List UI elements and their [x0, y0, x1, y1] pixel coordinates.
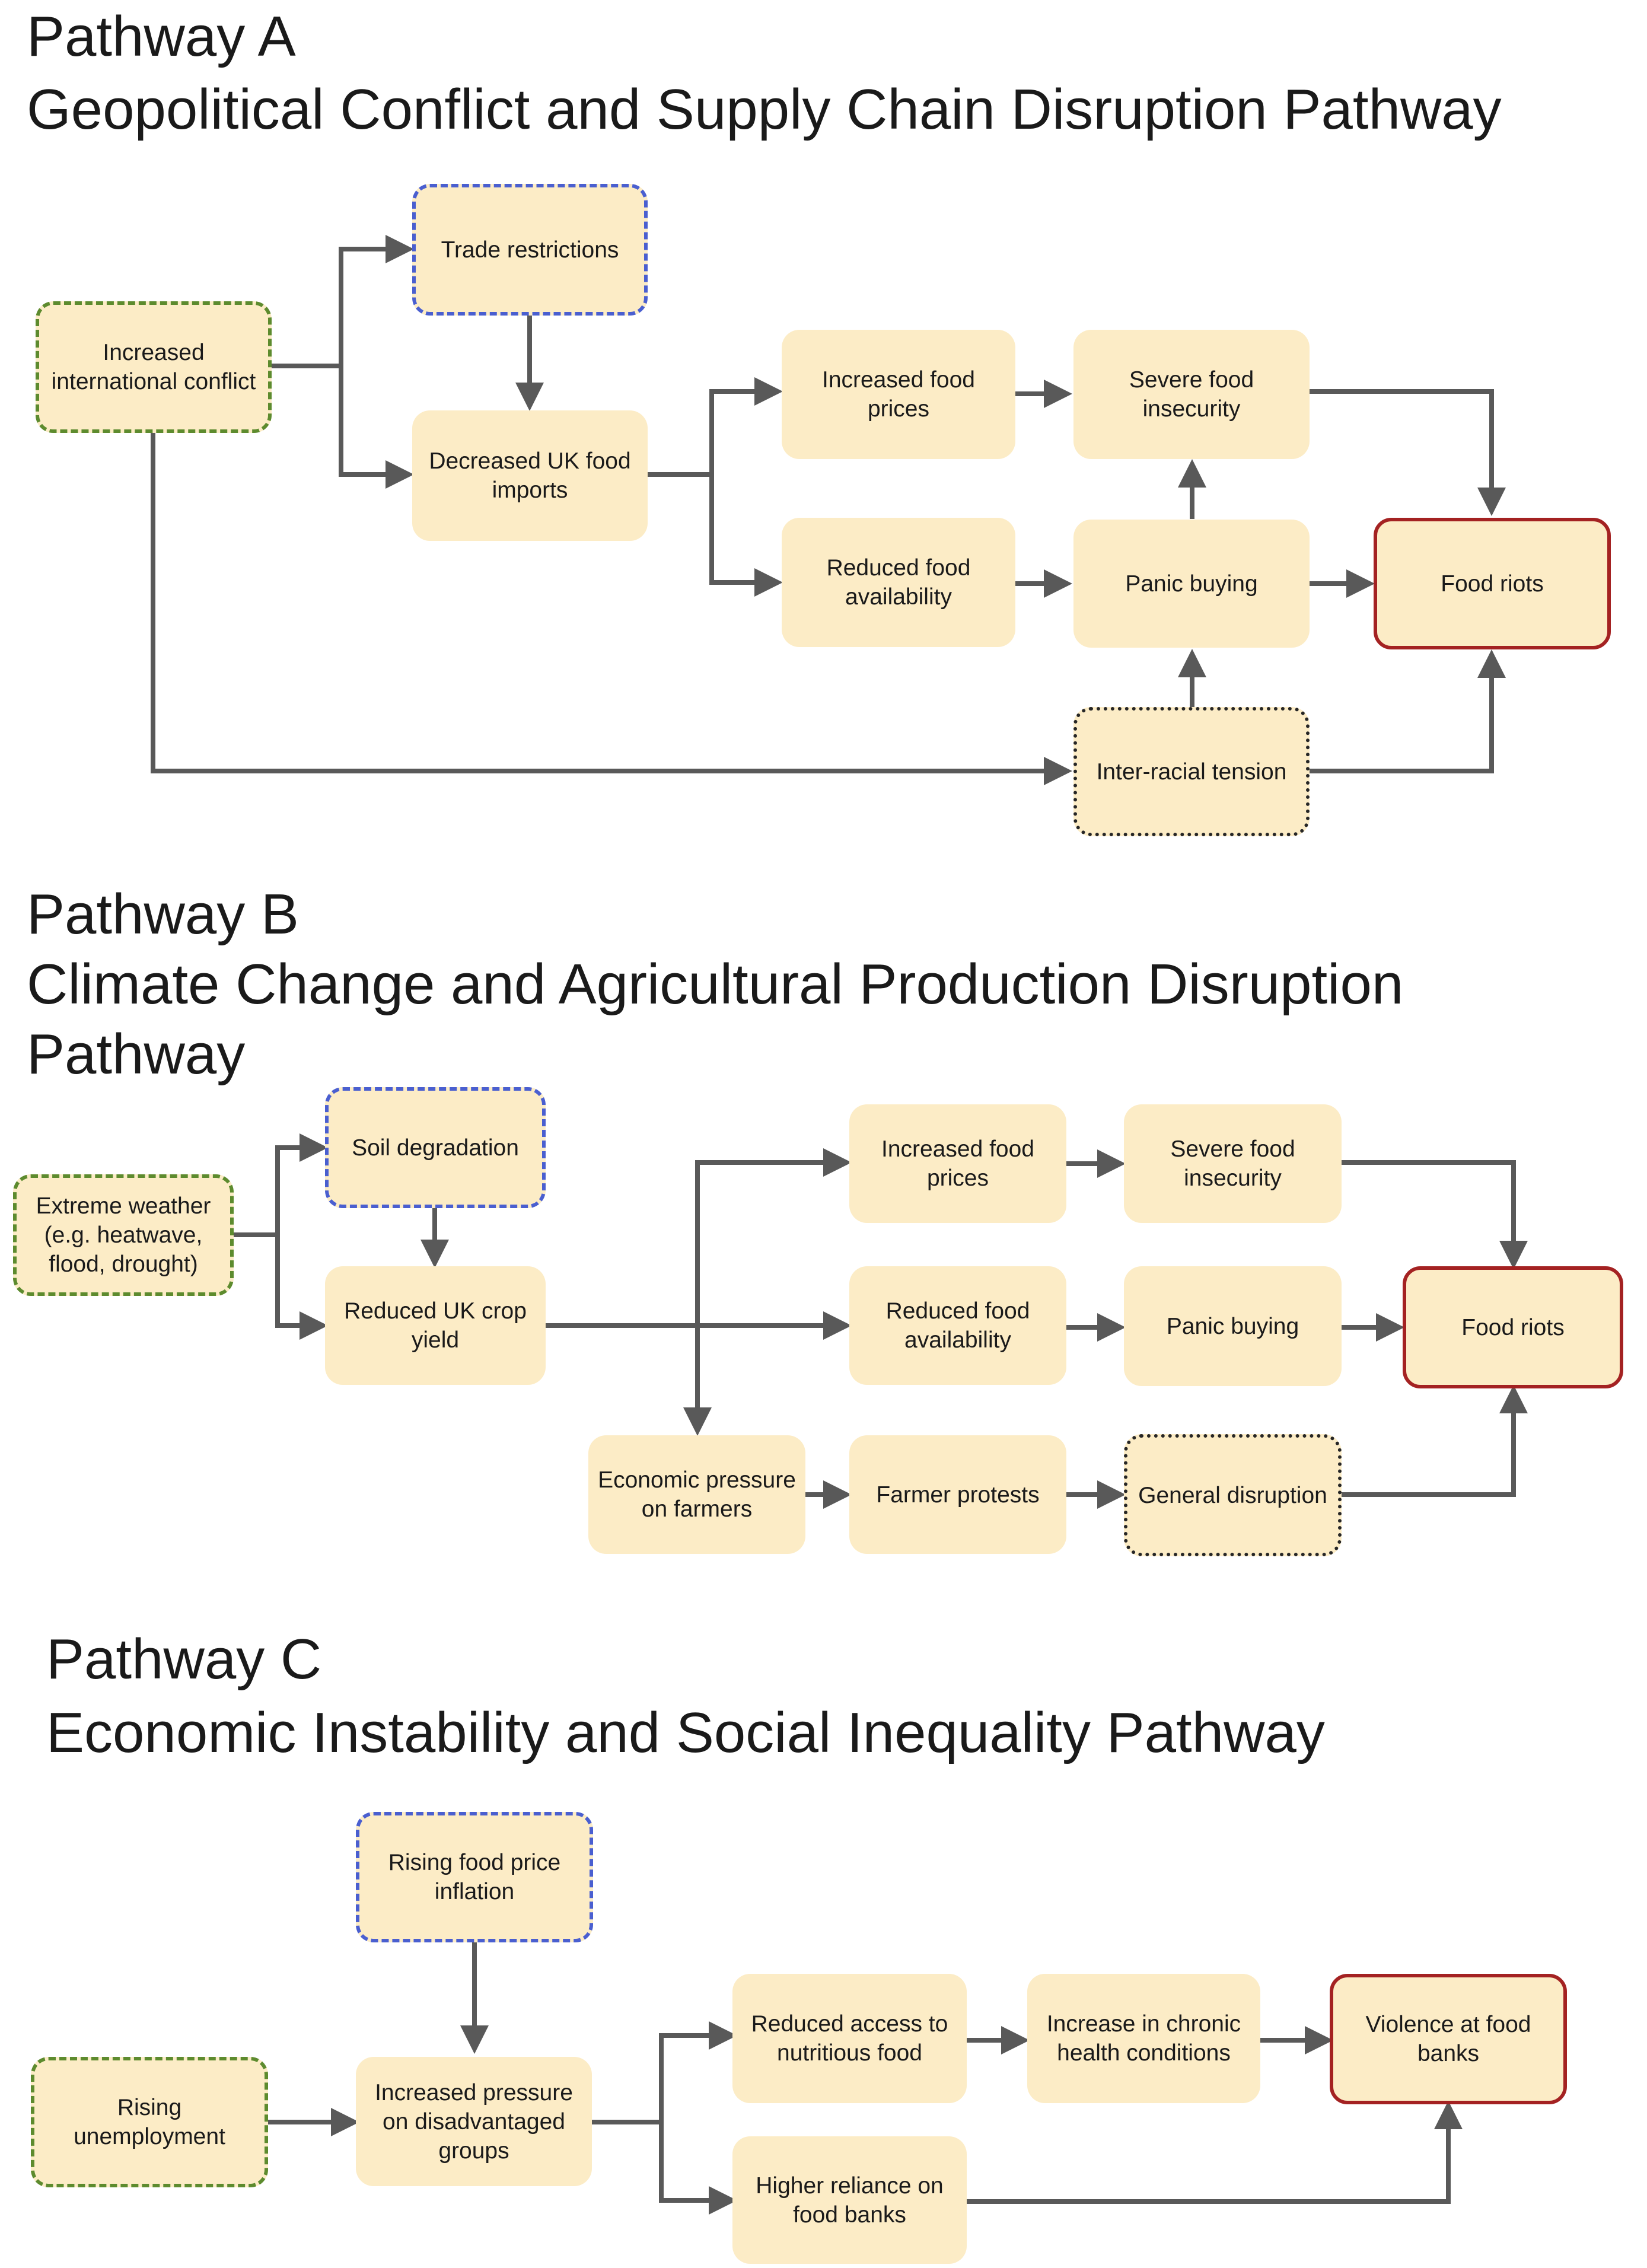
node-label: Extreme weather (e.g. heatwave, flood, drought) [36, 1193, 211, 1277]
node-soil-degradation [325, 1087, 546, 1208]
node-label: Increased food prices [821, 367, 975, 422]
a-arrow-imports-availability [712, 474, 778, 582]
node-label: Reduced UK crop yield [344, 1298, 527, 1353]
b-arrow-insecurity-riots [1342, 1162, 1514, 1264]
node-label: Reduced food availability [826, 555, 971, 610]
a-arrow-tension-riots [1310, 654, 1492, 771]
node-label: Violence at food banks [1365, 2012, 1531, 2066]
node-label: Food riots [1441, 571, 1544, 597]
node-label: Increased food prices [881, 1136, 1034, 1191]
node-label: Trade restrictions [441, 237, 619, 263]
c-arrow-reliance-violence [967, 2105, 1448, 2202]
node-economic-pressure-on-farmers [588, 1435, 805, 1554]
node-label: Farmer protests [876, 1482, 1040, 1508]
node-increase-in-chronic-health-conditions [1027, 1974, 1260, 2103]
node-increased-food-prices [849, 1104, 1066, 1223]
node-farmer-protests [849, 1435, 1066, 1554]
b-arrow-weather-soil [232, 1148, 323, 1235]
node-extreme-weather [13, 1174, 234, 1296]
node-reduced-uk-crop-yield [325, 1266, 546, 1385]
node-panic-buying [1073, 520, 1310, 648]
node-severe-food-insecurity [1073, 330, 1310, 459]
node-rising-unemployment [31, 2057, 268, 2187]
pathway-a-title: Geopolitical Conflict and Supply Chain Disruption Pathway [27, 78, 1502, 141]
node-label: Inter-racial tension [1096, 759, 1287, 785]
node-label: Increased international conflict [51, 340, 256, 394]
node-label: Soil degradation [352, 1135, 519, 1161]
node-inter-racial-tension [1073, 707, 1310, 836]
node-label: Reduced food availability [885, 1298, 1030, 1353]
b-arrow-disruption-riots [1342, 1390, 1514, 1495]
node-label: Panic buying [1125, 571, 1258, 597]
a-arrow-conflict-imports [341, 366, 409, 474]
node-reduced-access-to-nutritious-food [732, 1974, 967, 2103]
a-arrow-insecurity-riots [1310, 391, 1492, 511]
node-label: Higher reliance on food banks [756, 2173, 944, 2228]
node-label: Rising food price inflation [388, 1850, 561, 1904]
node-label: Economic pressure on farmers [598, 1467, 796, 1522]
pathway-c-title: Economic Instability and Social Inequality Pathway [46, 1701, 1325, 1764]
node-higher-reliance-on-food-banks [732, 2136, 967, 2264]
a-arrow-conflict-trade [270, 249, 409, 366]
node-increased-pressure-on-disadvantaged-groups [356, 2057, 592, 2186]
node-reduced-food-availability [782, 518, 1015, 647]
node-label: Severe food insecurity [1170, 1136, 1295, 1191]
node-food-riots [1374, 518, 1611, 649]
node-trade-restrictions [412, 184, 648, 316]
node-label: Reduced access to nutritious food [751, 2011, 948, 2066]
node-increased-food-prices [782, 330, 1015, 459]
c-arrow-pressure-access [592, 2036, 732, 2122]
node-increased-international-conflict [36, 301, 272, 433]
node-reduced-food-availability [849, 1266, 1066, 1385]
node-decreased-uk-food-imports [412, 410, 648, 541]
pathway-a-label: Pathway A [27, 5, 296, 68]
pathway-b-title-line1: Climate Change and Agricultural Production Disruption [27, 953, 1404, 1016]
node-severe-food-insecurity [1124, 1104, 1342, 1223]
node-label: Severe food insecurity [1129, 367, 1254, 422]
pathway-b-label: Pathway B [27, 883, 299, 946]
node-panic-buying [1124, 1266, 1342, 1386]
b-arrow-weather-yield [278, 1235, 323, 1326]
pathway-c-label: Pathway C [46, 1627, 322, 1691]
node-food-riots [1403, 1266, 1623, 1388]
node-violence-at-food-banks [1330, 1974, 1567, 2104]
b-arrow-prices-branch [697, 1162, 847, 1431]
c-arrow-pressure-reliance [661, 2122, 732, 2200]
node-label: Decreased UK food imports [429, 448, 631, 503]
node-label: General disruption [1138, 1482, 1327, 1508]
node-label: Food riots [1461, 1314, 1565, 1340]
a-arrow-imports-prices [645, 391, 778, 474]
node-label: Increase in chronic health conditions [1046, 2011, 1241, 2066]
node-label: Increased pressure on disadvantaged groups [375, 2079, 573, 2164]
node-general-disruption [1124, 1434, 1342, 1556]
node-label: Panic buying [1166, 1313, 1299, 1339]
node-rising-food-price-inflation [356, 1812, 593, 1942]
node-label: Rising unemployment [74, 2095, 225, 2149]
pathway-b-title-line2: Pathway [27, 1022, 246, 1086]
